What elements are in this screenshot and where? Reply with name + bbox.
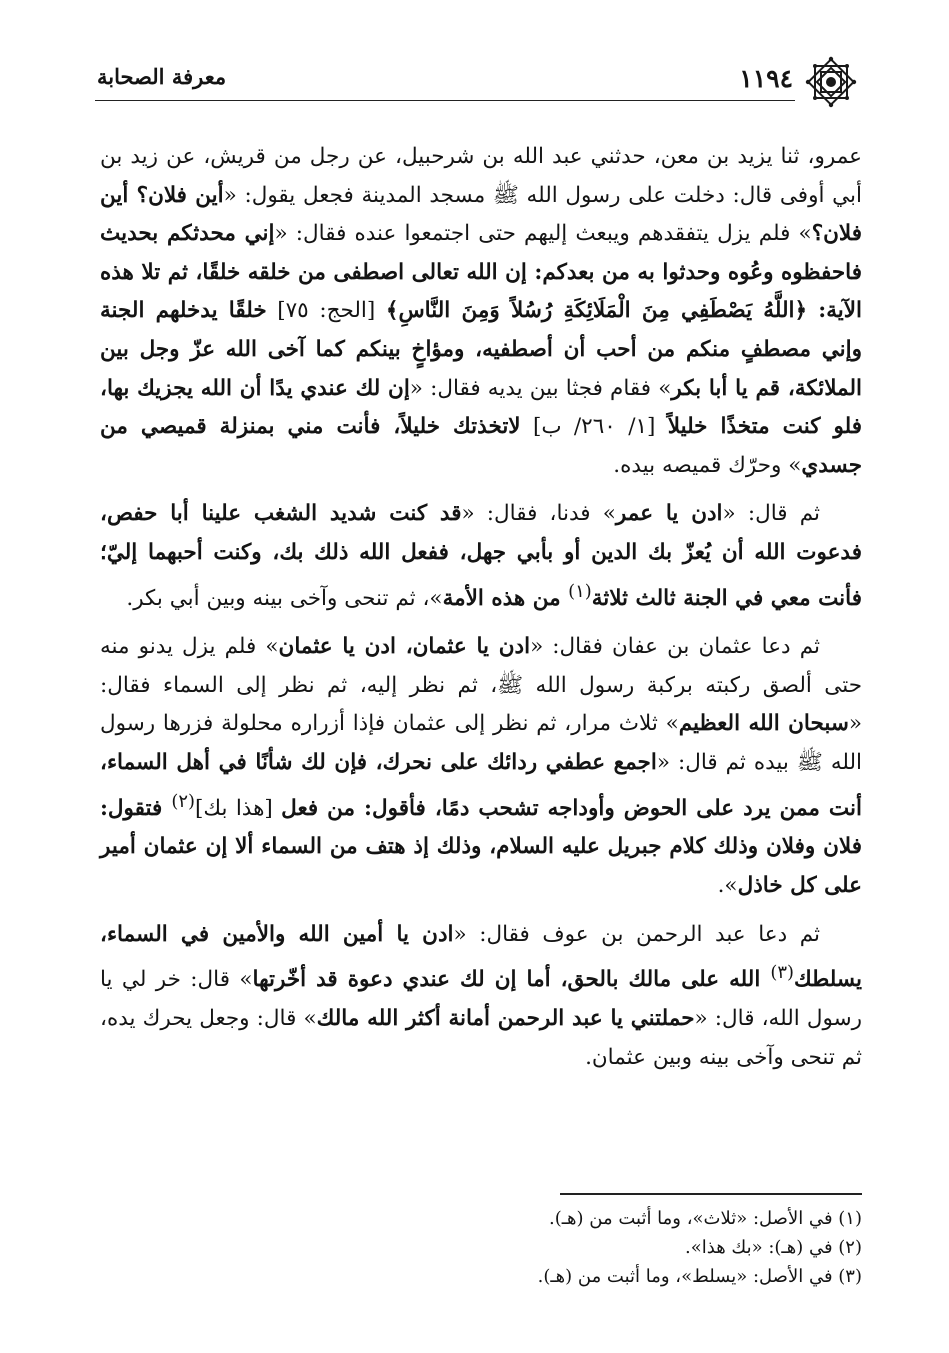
- hadith-quote: إن لك عندي يدًا أن الله يجزيك بها، فلو كنت متخذًا خليلاً: [100, 375, 862, 440]
- hadith-quote: سبحان الله العظيم: [678, 711, 849, 737]
- hadith-quote: ادن يا أمين الله والأمين في السماء، يسلطك: [100, 921, 863, 993]
- page-header: [95, 62, 855, 102]
- hadith-quote: حملتني يا عبد الرحمن أمانة أكثر الله مالك: [316, 1005, 695, 1031]
- paragraph-4: [100, 916, 862, 1078]
- text-span: » فلم يزل يدنو منه حتى ألصق ركبته بركبة رسول الله ﷺ، ثم نظر إليه، ثم نظر إلى السماء فقال: «: [100, 634, 862, 737]
- text-span: »، ثم تنحى وآخى بينه وبين أبي بكر.: [126, 585, 443, 611]
- hadith-quote: إني محدثكم بحديث فاحفظوه وعُوه وحدثوا به من بعدكم: إن الله تعالى اصطفى من خلقه خلقًا، ثم تلا هذه الآية: ﴿اللَّهُ يَصْطَفِي مِنَ الْمَلَائِكَةِ رُسُلاً وَمِنَ النَّاسِ﴾: [100, 221, 862, 324]
- manuscript-folio-mark: [١/ ٢٦٠/ ب]: [520, 414, 668, 440]
- page-number: ١١٩٤: [739, 64, 793, 93]
- text-span: ».: [717, 873, 738, 898]
- octagram-ornament-icon: [805, 56, 857, 108]
- footnote-1: (١) في الأصل: «ثلاث»، وما أثبت من (هـ).: [549, 1208, 862, 1229]
- text-span: » قال: وجعل يحرك يده، ثم تنحى وآخى بينه وبين عثمان.: [100, 1005, 862, 1070]
- paragraph-1: [100, 138, 862, 485]
- footnote-3: (٣) في الأصل: «يسلط»، وما أثبت من (هـ).: [537, 1266, 862, 1287]
- text-span: » فلم يزل يتفقدهم ويبعث إليهم حتى اجتمعوا عنده فقال: «: [274, 221, 812, 247]
- paragraph-2: [100, 495, 862, 618]
- footnote-marker: (٢): [171, 790, 195, 812]
- paragraph-3: [100, 628, 862, 905]
- footnote-marker: (١): [568, 580, 592, 602]
- hadith-quote: أين فلان؟ أين فلان؟: [100, 182, 862, 247]
- hadith-quote: من هذه الأمة: [442, 585, 569, 611]
- footnotes: [100, 1204, 862, 1291]
- hadith-quote: ادن يا عمر: [615, 501, 723, 527]
- hadith-quote: قد كنت شديد الشغب علينا أبا حفص، فدعوت الله أن يُعزّ بك الدين أو بأبي جهل، ففعل الله ذلك بك، وكنت أحبهما إليّ؛ فأنت معي في الجنة ثالث ثلاثة: [100, 501, 862, 611]
- text-span: ثم قال: «: [722, 501, 821, 527]
- footnote-2: (٢) في (هـ): «بك هذا».: [685, 1237, 862, 1258]
- hadith-quote: ادن يا عثمان، ادن يا عثمان: [278, 634, 531, 660]
- text-span: » وحرّك قميصه بيده.: [613, 452, 802, 478]
- footnote-marker: (٣): [770, 962, 794, 984]
- text-span: ثم دعا عثمان بن عفان فقال: «: [530, 634, 820, 660]
- text-span: » فقام فجثا بين يديه فقال: «: [409, 375, 672, 401]
- text-span: » فدنا، فقال: «: [461, 501, 616, 527]
- footnote-rule: [560, 1193, 862, 1195]
- hadith-quote: فتقول: فلان وفلان وذلك كلام جبريل عليه السلام، وذلك إذ هتف من السماء ألا إن عثمان أمير على كل خاذل: [100, 795, 862, 898]
- hadith-quote: الله على مالك بالحق، أما إن لك عندي دعوة قد أخّرتها: [252, 967, 771, 993]
- editorial-insertion: [هذا بك]: [194, 795, 282, 821]
- hadith-quote: خلقًا يدخلهم الجنة وإني مصطفٍ منكم من أحب أن أصطفيه، ومؤاخٍ بينكم كما آخى الله عزّ وجل بين الملائكة، قم يا أبا بكر: [100, 298, 862, 401]
- hadith-quote: لاتخذتك خليلاً، فأنت مني بمنزلة قميصي من جسدي: [100, 414, 862, 478]
- text-span: ثم دعا عبد الرحمن بن عوف فقال: «: [453, 921, 820, 947]
- main-text: [100, 138, 862, 1077]
- book-title: معرفة الصحابة: [97, 64, 227, 89]
- text-span: » ثلاث مرار، ثم نظر إلى عثمان فإذا أزراره محلولة فزرها رسول الله ﷺ بيده ثم قال: «: [100, 711, 862, 776]
- hadith-quote: اجمع عطفي ردائك على نحرك، فإن لك شأنًا في أهل السماء، أنت ممن يرد على الحوض وأوداجه تشحب دمًا، فأقول: من فعل: [100, 750, 862, 821]
- text-span: » قال: خر لي يا رسول الله، قال: «: [100, 967, 862, 1031]
- text-span: عمرو، ثنا يزيد بن معن، حدثني عبد الله بن شرحبيل، عن رجل من قريش، عن زيد بن أبي أوفى قال: دخلت على رسول الله ﷺ مسجد المدينة فجعل يقول: «: [100, 144, 862, 208]
- header-rule: [95, 100, 795, 101]
- quran-reference: [الحج: ٧٥]: [266, 298, 386, 324]
